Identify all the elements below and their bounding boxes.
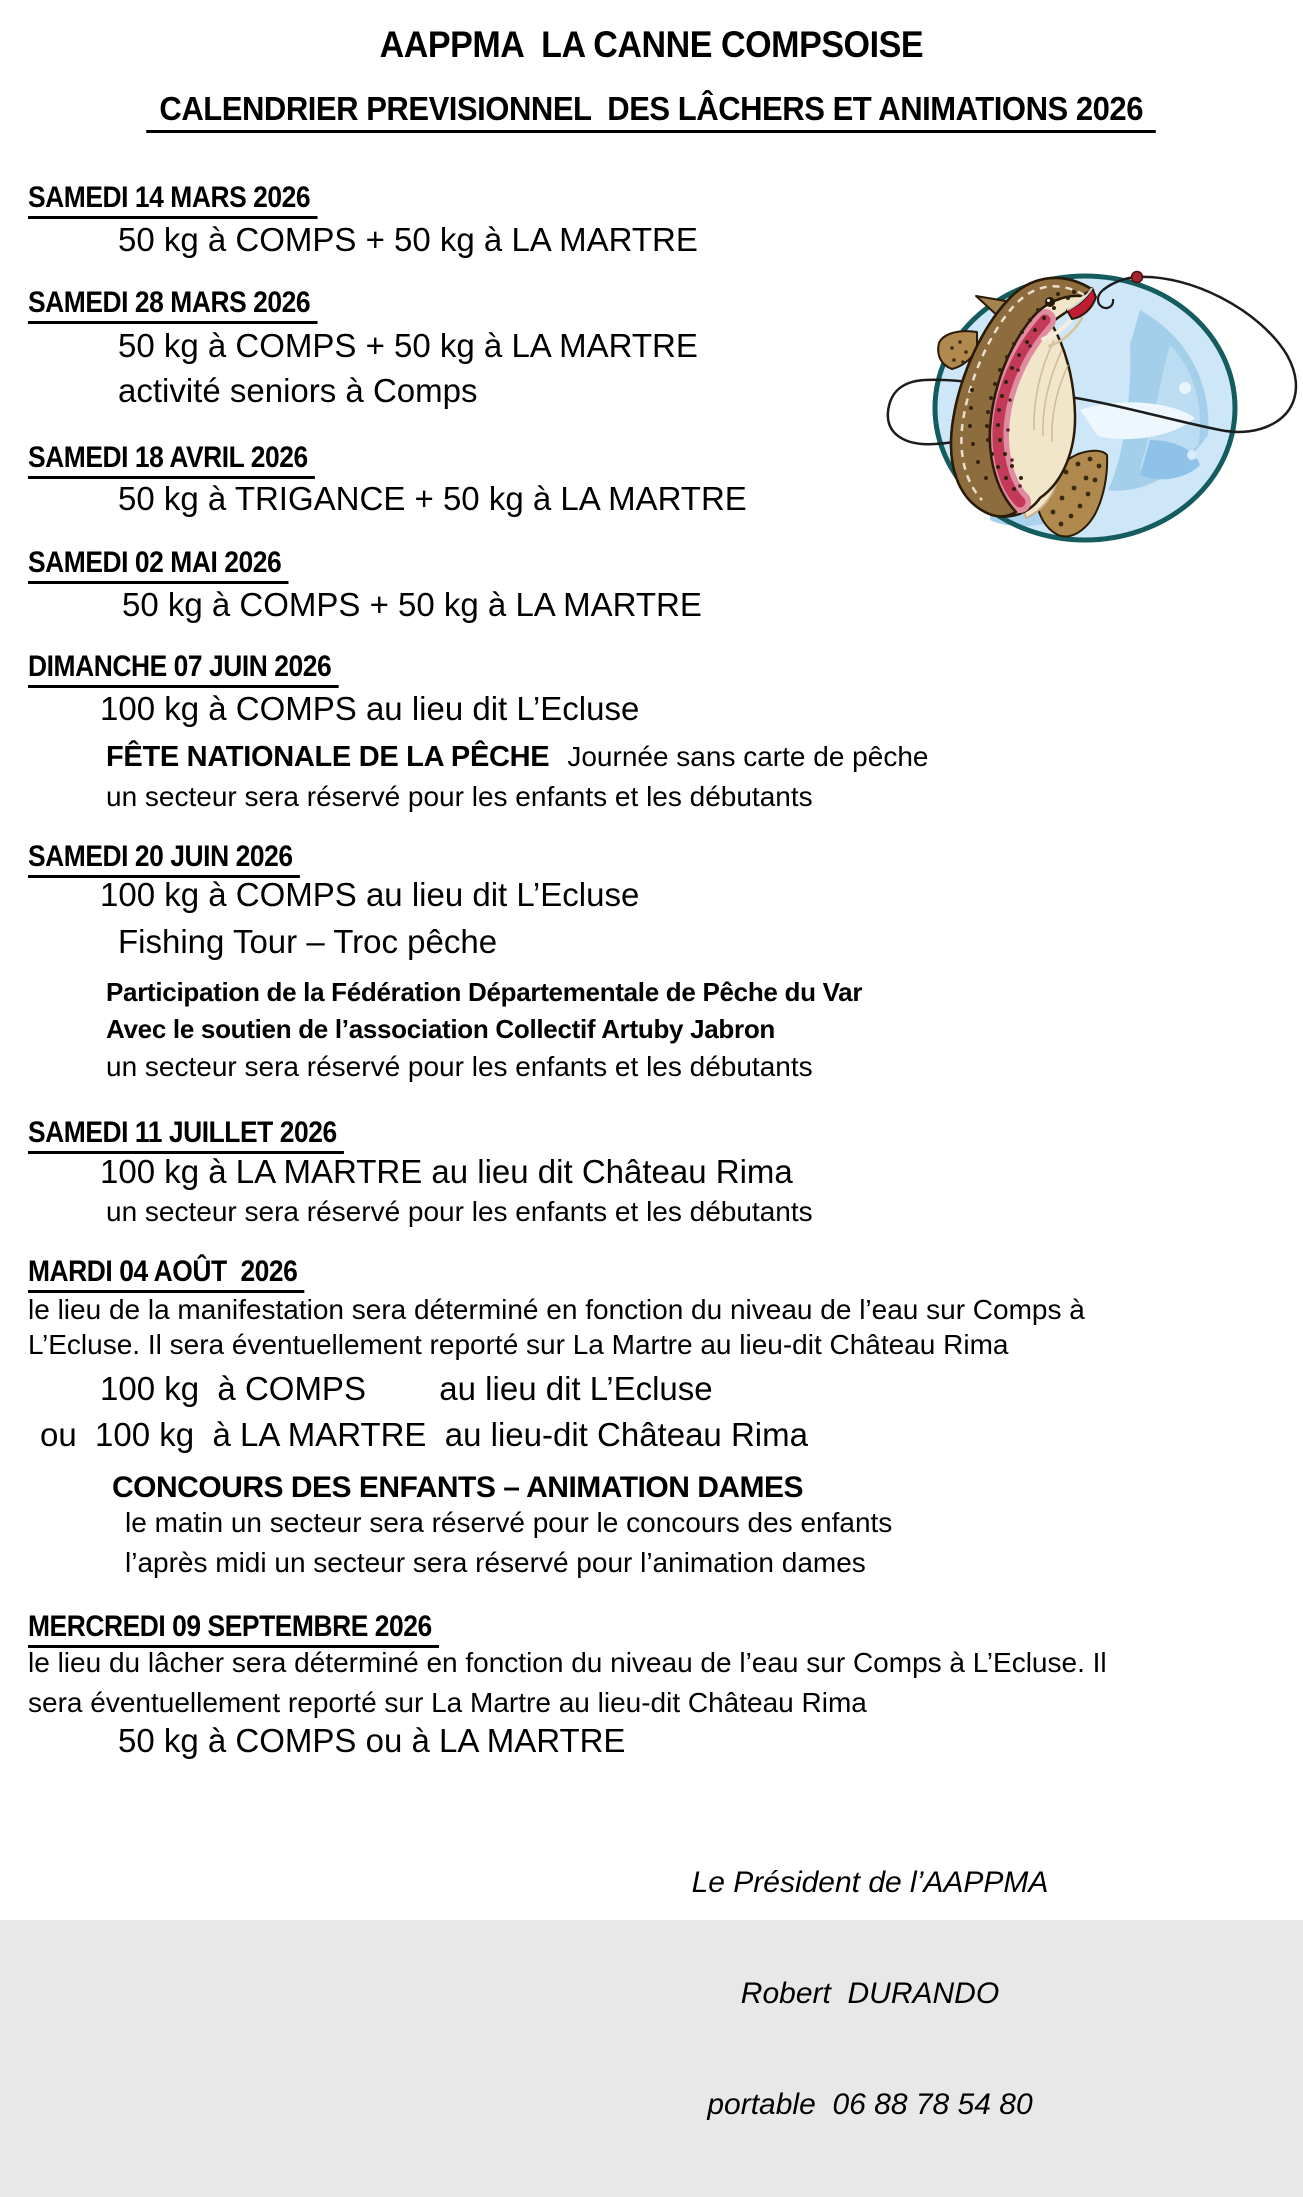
event-6-partner-1: Participation de la Fédération Départementale de Pêche du Var	[106, 977, 863, 1007]
event-7-note: un secteur sera réservé pour les enfants et les débutants	[106, 1196, 813, 1227]
event-2-stocking: 50 kg à COMPS + 50 kg à LA MARTRE	[118, 327, 698, 364]
fete-title: FÊTE NATIONALE DE LA PÊCHE	[106, 741, 550, 773]
bobber-icon	[1132, 272, 1143, 283]
event-1-date: SAMEDI 14 MARS 2026	[28, 180, 357, 219]
event-9-para-1: le lieu du lâcher sera déterminé en fonction du niveau de l’eau sur Comps à L’Ecluse. Il	[28, 1647, 1107, 1678]
event-4-stocking: 50 kg à COMPS + 50 kg à LA MARTRE	[122, 586, 702, 623]
event-2-activity: activité seniors à Comps	[118, 372, 478, 409]
event-6-date: SAMEDI 20 JUIN 2026	[28, 839, 337, 878]
event-8-note-2: l’après midi un secteur sera réservé pour l’animation dames	[125, 1547, 866, 1578]
event-4-date: SAMEDI 02 MAI 2026	[28, 545, 324, 584]
signature-name: Robert DURANDO	[740, 1977, 1000, 2010]
event-6-partner-2: Avec le soutien de l’association Collectif Artuby Jabron	[106, 1014, 775, 1044]
event-5-stocking: 100 kg à COMPS au lieu dit L’Ecluse	[100, 690, 640, 727]
event-8-option-2: ou 100 kg à LA MARTRE au lieu-dit Château Rima	[40, 1416, 808, 1453]
event-8-contest-title: CONCOURS DES ENFANTS – ANIMATION DAMES	[112, 1471, 804, 1504]
event-6-activity: Fishing Tour – Troc pêche	[118, 923, 498, 960]
event-3-stocking: 50 kg à TRIGANCE + 50 kg à LA MARTRE	[118, 480, 747, 517]
trout-globe-illustration	[840, 250, 1303, 580]
event-8-para-2: L’Ecluse. Il sera éventuellement reporté sur La Martre au lieu-dit Château Rima	[28, 1329, 1009, 1360]
event-7-stocking: 100 kg à LA MARTRE au lieu dit Château Rima	[100, 1153, 793, 1190]
event-8-para-1: le lieu de la manifestation sera déterminé en fonction du niveau de l’eau sur Comps à	[28, 1294, 1085, 1325]
event-2-date: SAMEDI 28 MARS 2026	[28, 285, 357, 324]
signature-block	[655, 1790, 1085, 2197]
event-7-date: SAMEDI 11 JUILLET 2026	[28, 1115, 387, 1154]
event-5-note: un secteur sera réservé pour les enfants et les débutants	[106, 781, 813, 812]
page-subtitle: CALENDRIER PREVISIONNEL DES LÂCHERS ET ANIMATIONS 2026	[0, 90, 1303, 133]
signature-phone: portable 06 88 78 54 80	[707, 2088, 1033, 2121]
event-6-stocking: 100 kg à COMPS au lieu dit L’Ecluse	[100, 876, 640, 913]
event-1-stocking: 50 kg à COMPS + 50 kg à LA MARTRE	[118, 221, 698, 258]
event-8-date: MARDI 04 AOÛT 2026	[28, 1254, 342, 1293]
event-8-note-1: le matin un secteur sera réservé pour le concours des enfants	[125, 1507, 893, 1538]
event-8-option-1: 100 kg à COMPS au lieu dit L’Ecluse	[100, 1370, 713, 1407]
event-9-date: MERCREDI 09 SEPTEMBRE 2026	[28, 1609, 495, 1648]
event-9-para-2: sera éventuellement reporté sur La Martre au lieu-dit Château Rima	[28, 1687, 867, 1718]
fete-detail: Journée sans carte de pêche	[567, 741, 929, 772]
page-title: AAPPMA LA CANNE COMPSOISE	[379, 24, 924, 65]
event-5-date: DIMANCHE 07 JUIN 2026	[28, 649, 381, 688]
event-5-fete-line	[106, 740, 928, 774]
event-6-note: un secteur sera réservé pour les enfants et les débutants	[106, 1051, 813, 1082]
event-3-date: SAMEDI 18 AVRIL 2026	[28, 440, 354, 479]
signature-role: Le Président de l’AAPPMA	[691, 1866, 1049, 1899]
event-9-stocking: 50 kg à COMPS ou à LA MARTRE	[118, 1722, 626, 1759]
